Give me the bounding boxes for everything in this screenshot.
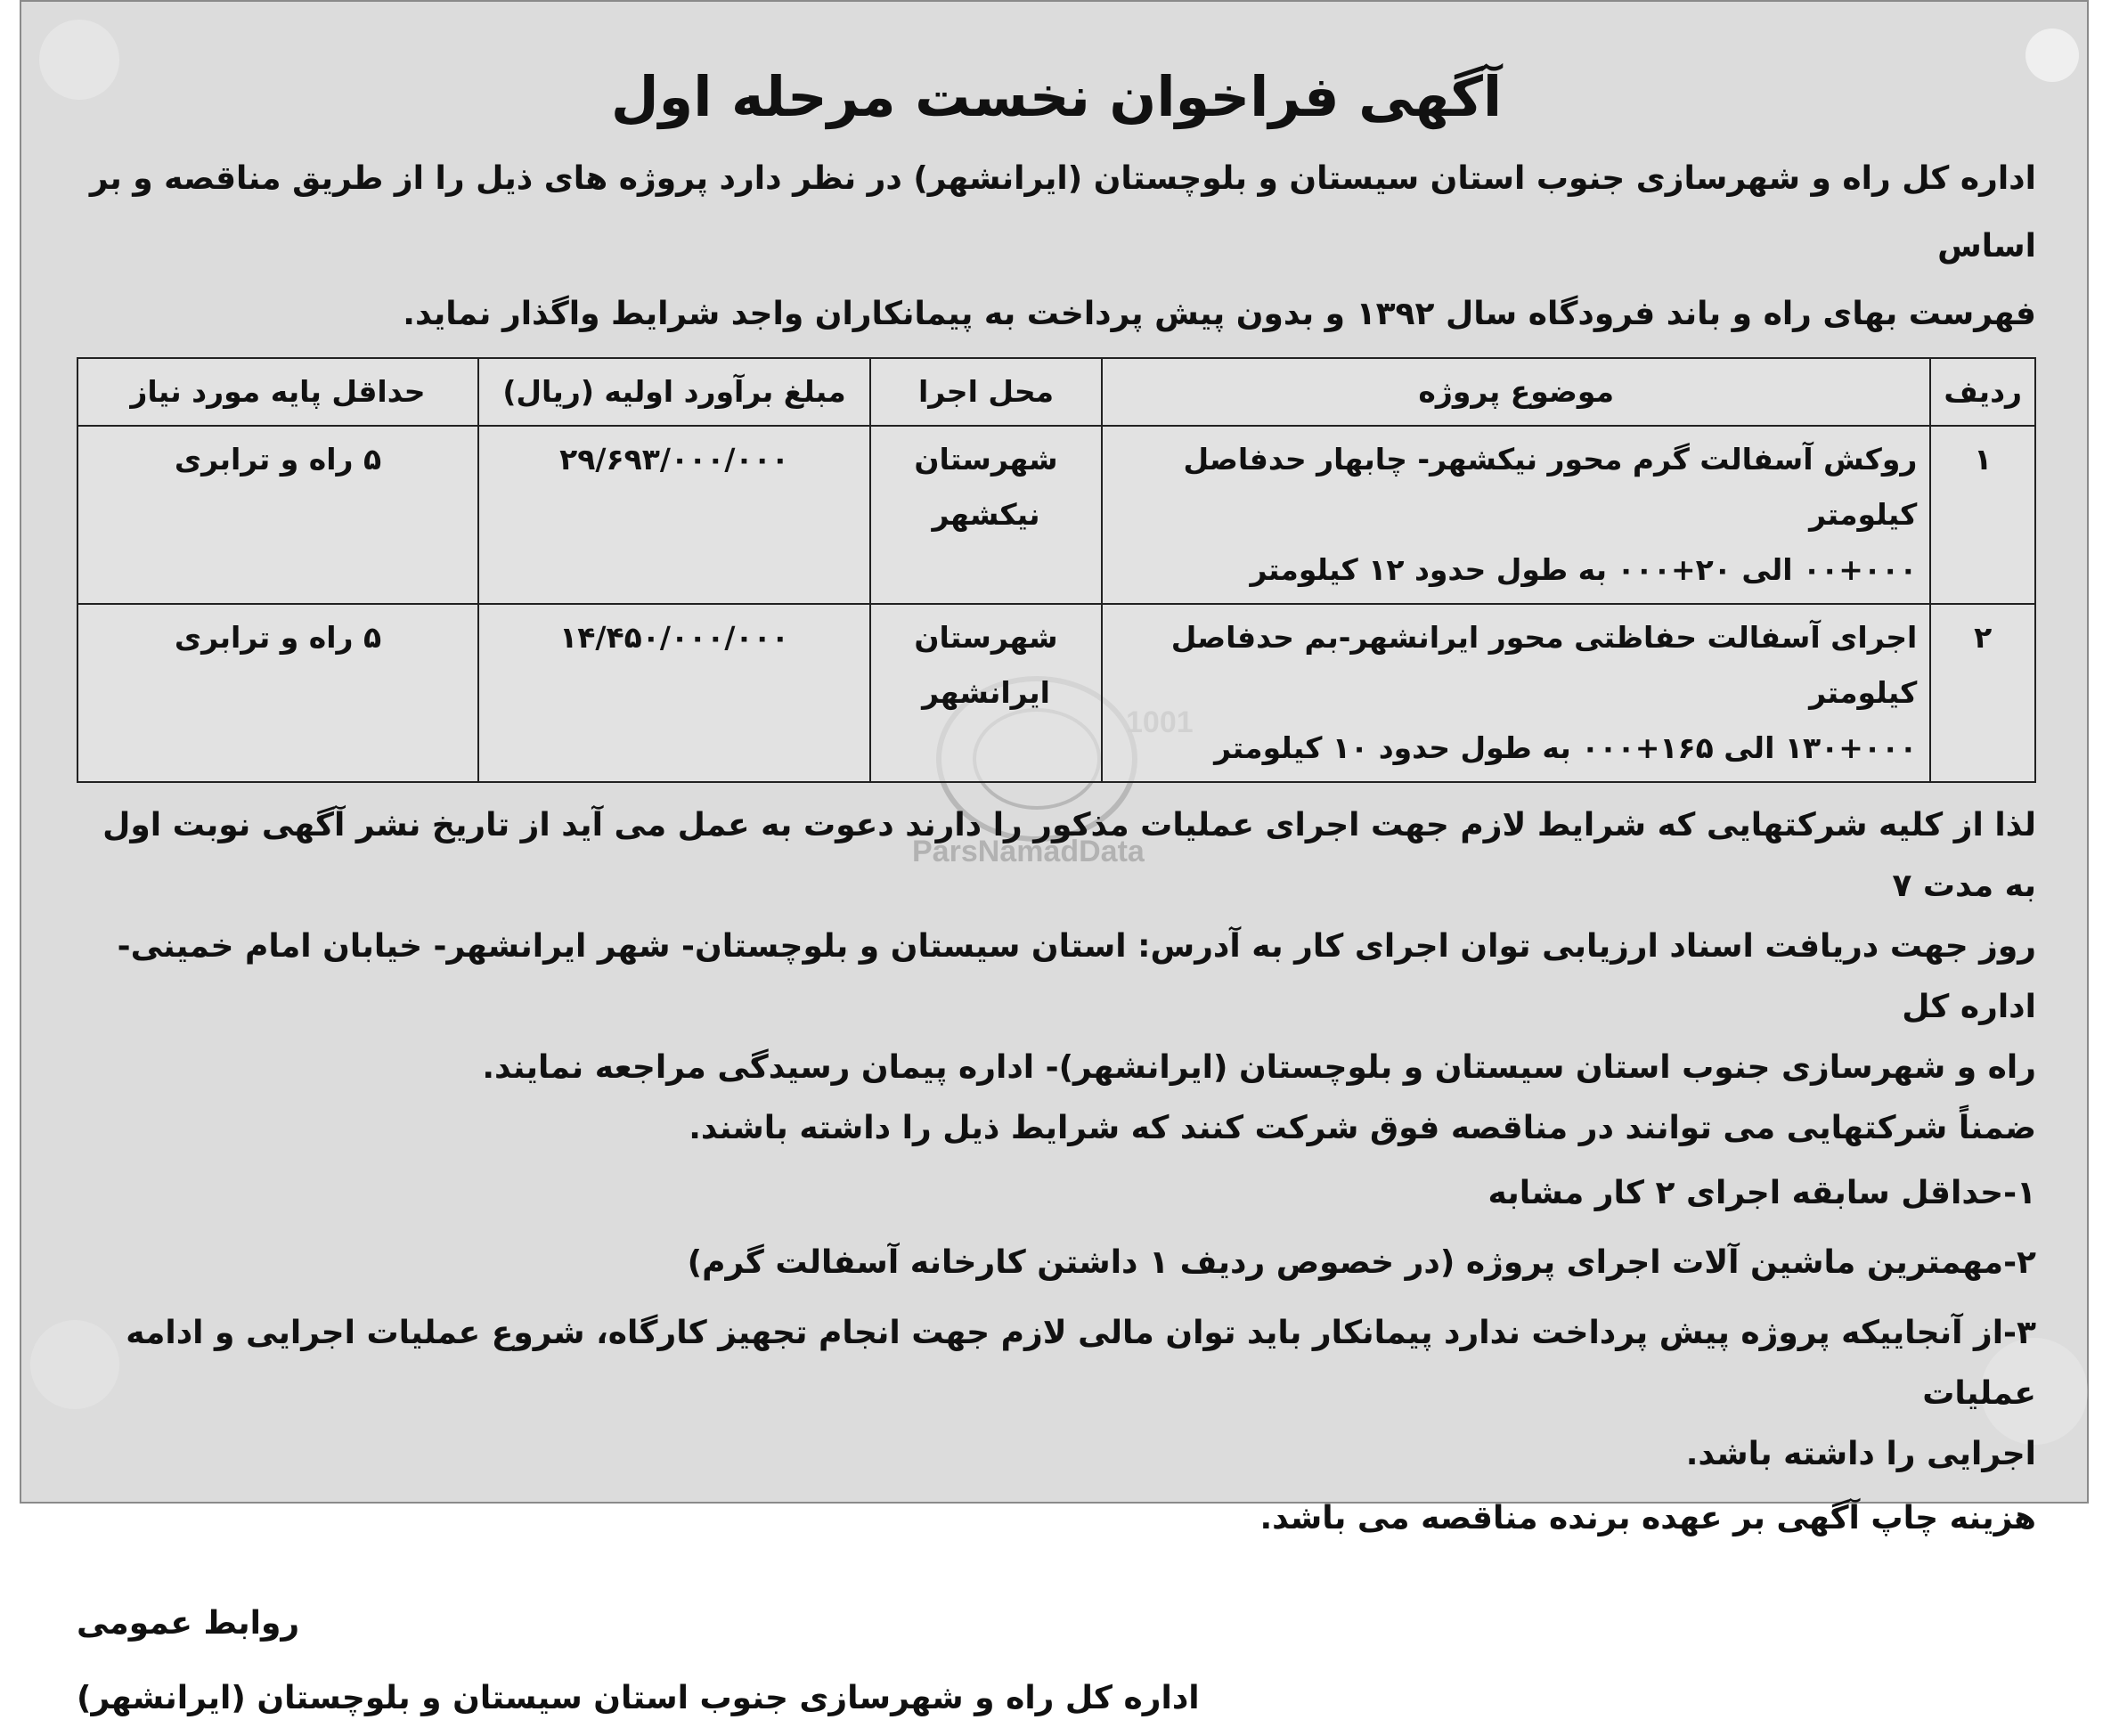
subject-line: اجرای آسفالت حفاظتی محور ایرانشهر-بم حدفاصل کیلومتر [1170, 620, 1918, 710]
projects-table [77, 357, 2036, 783]
row-number: ۱ [1930, 426, 2035, 604]
signature-dept: روابط عمومی [77, 1605, 300, 1642]
intro-line-2: فهرست بهای راه و باند فرودگاه سال ۱۳۹۲ و بدون پیش پرداخت به پیمانکاران واجد شرایط واگذار نماید. [403, 296, 2036, 332]
signature-org: اداره کل راه و شهرسازی جنوب استان سیستان و بلوچستان (ایرانشهر) [77, 1680, 1200, 1716]
project-estimate: ۲۹/۶۹۳/۰۰۰/۰۰۰ [478, 426, 870, 604]
notice-content [77, 64, 2036, 1736]
subject-line: ۰۰+۰۰۰ الی ۲۰+۰۰۰ به طول حدود ۱۲ کیلومتر [1250, 552, 1918, 587]
location-line: نیکشهر [932, 497, 1040, 532]
condition-item: ۲-مهمترین ماشین آلات اجرای پروژه (در خصوص ردیف ۱ داشتن کارخانه آسفالت گرم) [687, 1244, 2036, 1281]
page-title: آگهی فراخوان نخست مرحله اول [610, 64, 1503, 129]
project-location [870, 604, 1102, 782]
header-estimate: مبلغ برآورد اولیه (ریال) [478, 358, 870, 426]
location-line: شهرستان [914, 442, 1058, 477]
notice-body [77, 795, 2036, 1553]
header-subject: موضوع پروژه [1102, 358, 1930, 426]
project-location [870, 426, 1102, 604]
subject-line: ۱۳۰+۰۰۰ الی ۱۶۵+۰۰۰ به طول حدود ۱۰ کیلومتر [1214, 730, 1918, 765]
notice-frame [20, 0, 2089, 1716]
header-row-number: ردیف [1930, 358, 2035, 426]
condition-item: اجرایی را داشته باشد. [1685, 1436, 2036, 1472]
table-header-row [77, 358, 2035, 426]
header-grade: حداقل پایه مورد نیاز [77, 358, 478, 426]
project-grade: ۵ راه و ترابری [77, 426, 478, 604]
table-row [77, 604, 2035, 782]
location-line: شهرستان [914, 620, 1058, 655]
header-location: محل اجرا [870, 358, 1102, 426]
project-grade: ۵ راه و ترابری [77, 604, 478, 782]
conditions-intro: ضمناً شرکتهایی می توانند در مناقصه فوق شرکت کنند که شرایط ذیل را داشته باشند. [689, 1110, 2036, 1146]
project-subject [1102, 426, 1930, 604]
body-paragraph-line: راه و شهرسازی جنوب استان سیستان و بلوچستان (ایرانشهر)- اداره پیمان رسیدگی مراجعه نمایند. [482, 1049, 2036, 1086]
body-paragraph-line: روز جهت دریافت اسناد ارزیابی توان اجرای کار به آدرس: استان سیستان و بلوچستان- شهر ایرانشهر- خیابان امام خمینی- اداره کل [117, 928, 2036, 1025]
body-paragraph-line: لذا از کلیه شرکتهایی که شرایط لازم جهت اجرای عملیات مذکور را دارند دعوت به عمل می آید از تاریخ نشر آگهی نوبت اول به مدت ۷ [102, 807, 2036, 904]
condition-item: ۳-از آنجاییکه پروژه پیش پرداخت ندارد پیمانکار باید توان مالی لازم جهت انجام تجهیز کارگاه، شروع عملیات اجرایی و ادامه عملیات [126, 1315, 2036, 1412]
project-estimate: ۱۴/۴۵۰/۰۰۰/۰۰۰ [478, 604, 870, 782]
condition-item: ۱-حداقل سابقه اجرای ۲ کار مشابه [1487, 1175, 2036, 1211]
table-row [77, 426, 2035, 604]
project-subject [1102, 604, 1930, 782]
printing-cost-note: هزینه چاپ آگهی بر عهده برنده مناقصه می باشد. [1259, 1500, 2036, 1536]
subject-line: روکش آسفالت گرم محور نیکشهر- چابهار حدفاصل کیلومتر [1183, 442, 1918, 532]
signature-block [77, 1586, 2036, 1736]
conditions-list [77, 1159, 2036, 1485]
watermark-text: ParsNamadData [912, 835, 1145, 868]
row-number: ۲ [1930, 604, 2035, 782]
intro-line-1: اداره کل راه و شهرسازی جنوب استان سیستان و بلوچستان (ایرانشهر) در نظر دارد پروژه های ذیل را از طریق مناقصه و بر اساس [89, 160, 2036, 265]
location-line: ایرانشهر [922, 675, 1050, 710]
